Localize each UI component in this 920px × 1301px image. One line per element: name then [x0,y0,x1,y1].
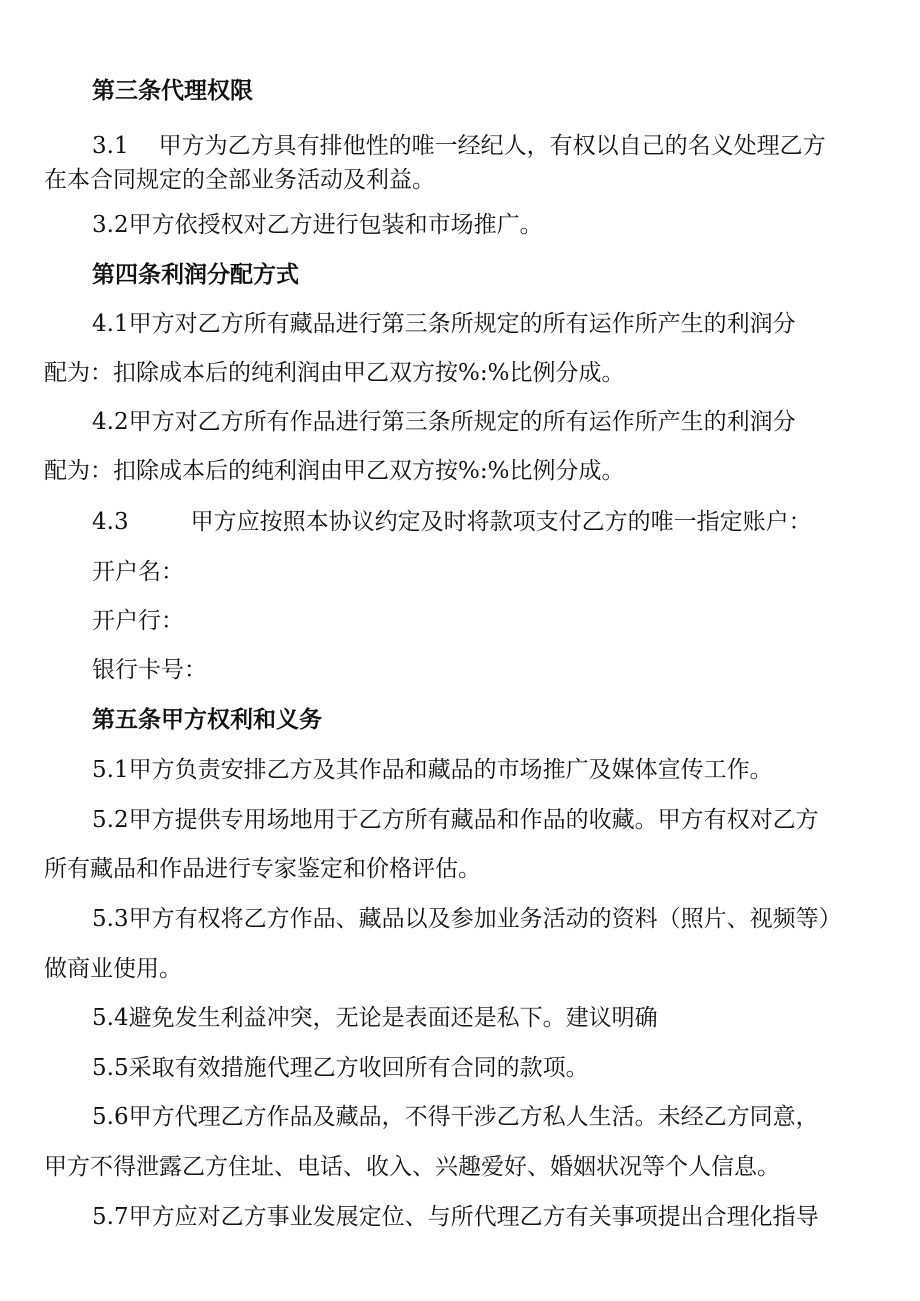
clause-3-1-line-1 [92,131,826,161]
clause-4-3 [92,507,812,537]
clause-3-2: 3.2甲方依授权对乙方进行包装和市场推广。 [92,212,543,238]
clause-5-4: 5.4避免发生利益冲突，无论是表面还是私下。建议明确 [92,1005,658,1031]
clause-4-1-line-1: 4.1甲方对乙方所有藏品进行第三条所规定的所有运作所产生的利润分 [92,311,796,337]
account-name-label: 开户名： [92,559,184,585]
clause-4-2-line-1: 4.2甲方对乙方所有作品进行第三条所规定的所有运作所产生的利润分 [92,409,796,435]
clause-4-3-text: 甲方应按照本协议约定及时将款项支付乙方的唯一指定账户： [190,509,812,535]
clause-5-2-line-2: 所有藏品和作品进行专家鉴定和价格评估。 [44,856,481,882]
article-3-heading: 第三条代理权限 [92,78,253,104]
clause-3-1-line-2: 在本合同规定的全部业务活动及利益。 [44,167,435,193]
article-4-heading: 第四条利润分配方式 [92,262,299,288]
article-5-heading: 第五条甲方权利和义务 [92,707,322,733]
clause-5-5: 5.5采取有效措施代理乙方收回所有合同的款项。 [92,1055,589,1081]
clause-5-6-line-1: 5.6甲方代理乙方作品及藏品，不得干涉乙方私人生活。未经乙方同意， [92,1104,819,1130]
clause-5-1: 5.1甲方负责安排乙方及其作品和藏品的市场推广及媒体宣传工作。 [92,757,773,783]
clause-5-6-line-2: 甲方不得泄露乙方住址、电话、收入、兴趣爱好、婚姻状况等个人信息。 [44,1154,780,1180]
clause-4-1-line-2: 配为：扣除成本后的纯利润由甲乙双方按%:%比例分成。 [44,360,625,386]
clause-4-2-line-2: 配为：扣除成本后的纯利润由甲乙双方按%:%比例分成。 [44,458,625,484]
clause-5-3-line-2: 做商业使用。 [44,956,182,982]
card-number-label: 银行卡号： [92,657,207,683]
clause-5-2-line-1: 5.2甲方提供专用场地用于乙方所有藏品和作品的收藏。甲方有权对乙方 [92,807,819,833]
clause-5-7: 5.7甲方应对乙方事业发展定位、与所代理乙方有关事项提出合理化指导 [92,1204,819,1230]
bank-label: 开户行： [92,608,184,634]
clause-3-1-text: 甲方为乙方具有排他性的唯一经纪人，有权以自己的名义处理乙方 [158,133,826,159]
clause-4-3-number: 4.3 [92,509,129,535]
clause-3-1-number: 3.1 [92,133,129,159]
clause-5-3-line-1: 5.3甲方有权将乙方作品、藏品以及参加业务活动的资料（照片、视频等） [92,906,842,932]
